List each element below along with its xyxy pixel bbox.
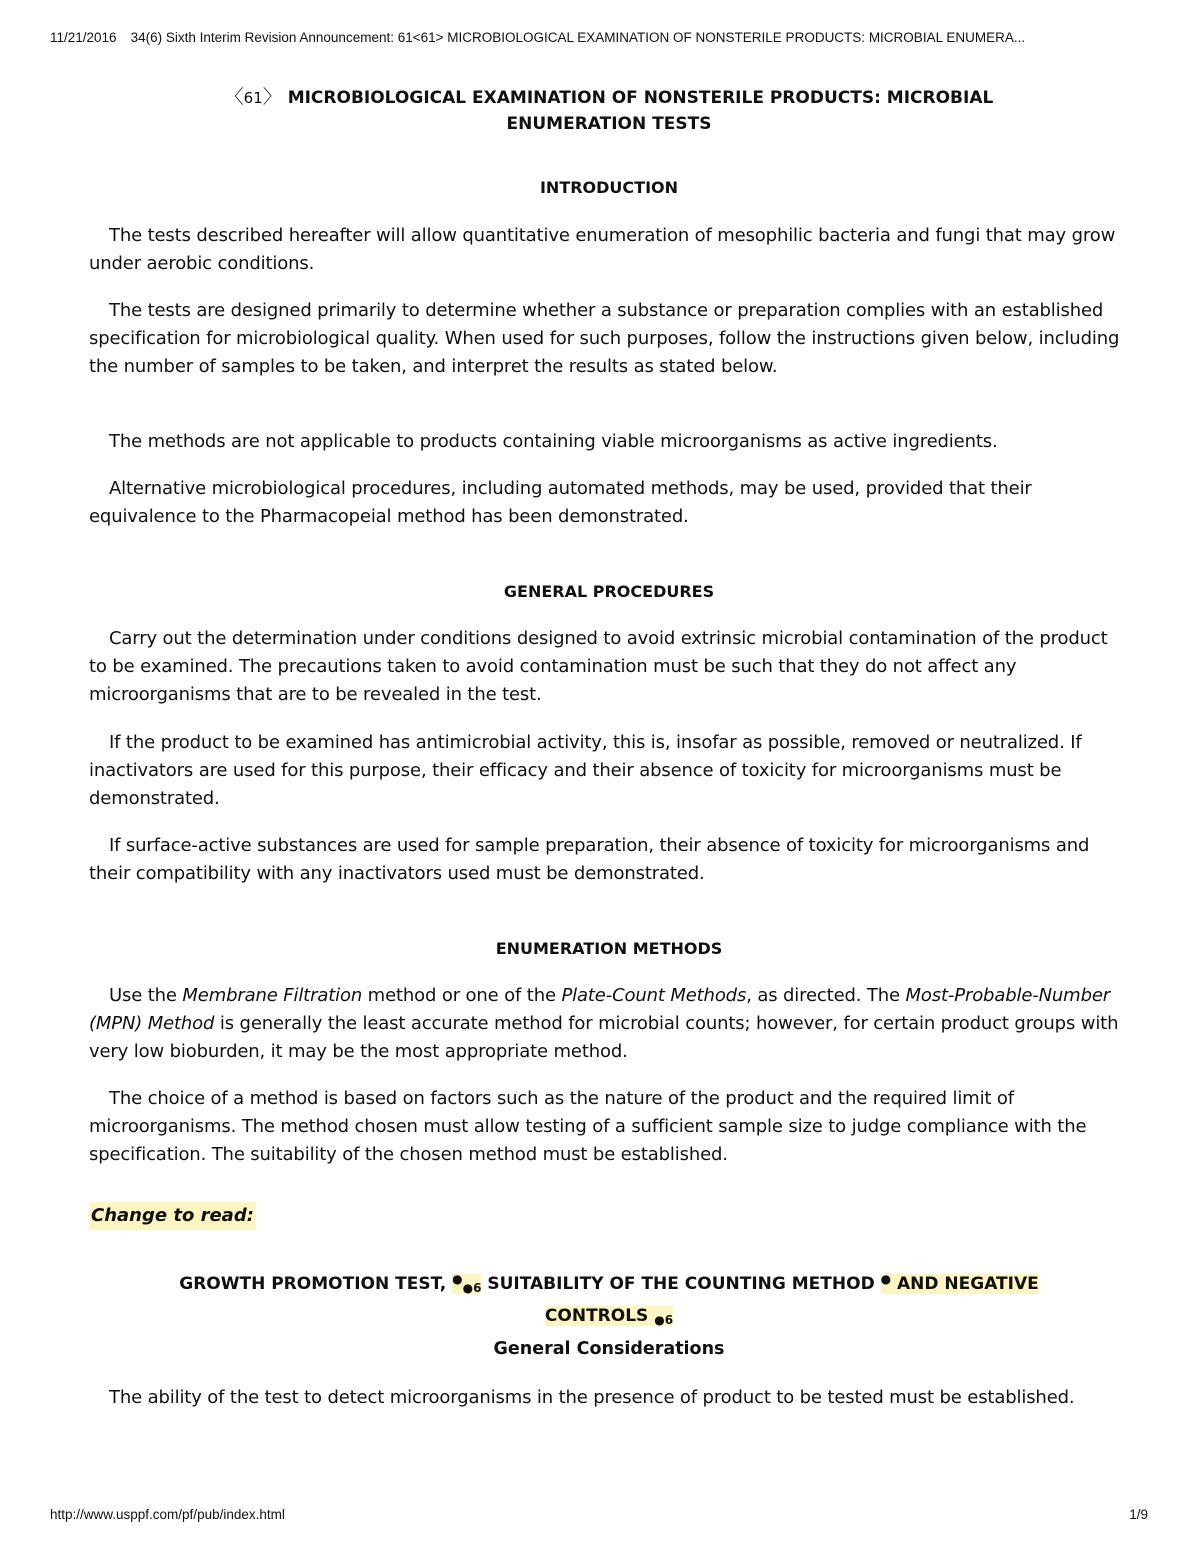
bullet-mark-icon: ● xyxy=(880,1272,892,1286)
enumeration-methods-paragraph-1: Use the Membrane Filtration method or one of the Plate-Count Methods, as directed. The Most-Probable-Number (MPN) Method is generally the least accurate method for microbial counts; however, for certain product groups with very low bioburden, it may be the most appropriate method. xyxy=(89,985,1119,1062)
growth-promotion-heading: GROWTH PROMOTION TEST, ●●6 SUITABILITY OF THE COUNTING METHOD ● AND NEGATIVE CONTROLS ●6 xyxy=(179,1272,1039,1327)
introduction-paragraph-4: Alternative microbiological procedures, including automated methods, may be used, provided that their equivalence to the Pharmacopeial method has been demonstrated. xyxy=(89,478,1032,527)
document-title xyxy=(89,84,1129,137)
enumeration-methods-heading: ENUMERATION METHODS xyxy=(495,939,723,958)
introduction-paragraph-2: The tests are designed primarily to determine whether a substance or preparation complies with an established specification for microbiological quality. When used for such purposes, follow the instructions given below, including the number of samples to be taken, and interpret the results as stated below. xyxy=(89,300,1120,377)
title-line-1: MICROBIOLOGICAL EXAMINATION OF NONSTERILE PRODUCTS: MICROBIAL xyxy=(287,88,994,108)
title-line-2: ENUMERATION TESTS xyxy=(506,114,712,134)
membrane-filtration-term: Membrane Filtration xyxy=(182,985,363,1006)
title-close-bracket: 〉 xyxy=(262,86,282,108)
revision-marker-1 xyxy=(452,1274,481,1294)
introduction-paragraph-1: The tests described hereafter will allow quantitative enumeration of mesophilic bacteria and fungi that may grow under aerobic conditions. xyxy=(89,225,1116,274)
general-procedures-paragraph-3: If surface-active substances are used for sample preparation, their absence of toxicity for microorganisms and their compatibility with any inactivators used must be demonstrated. xyxy=(89,835,1090,884)
title-open-bracket: 〈 xyxy=(224,86,244,108)
general-procedures-paragraph-2: If the product to be examined has antimicrobial activity, this is, insofar as possible, removed or neutralized. If inactivators are used for this purpose, their efficacy and their absence of toxicity for microorganisms must be demonstrated. xyxy=(89,732,1082,809)
general-procedures-paragraph-1: Carry out the determination under conditions designed to avoid extrinsic microbial contamination of the product to be examined. The precautions taken to avoid contamination must be such that they do not affect any microorganisms that are to be revealed in the test. xyxy=(89,628,1108,705)
enumeration-methods-paragraph-2: The choice of a method is based on factors such as the nature of the product and the required limit of microorganisms. The method chosen must allow testing of a sufficient sample size to judge compliance with the specification. The suitability of the chosen method must be established. xyxy=(89,1088,1087,1165)
revision-insert: ● AND NEGATIVE CONTROLS ●6 xyxy=(544,1272,1039,1327)
revision-number: 6 xyxy=(664,1313,674,1327)
general-considerations-heading: General Considerations xyxy=(493,1339,725,1359)
mpn-method-term: Most-Probable-Number (MPN) Method xyxy=(89,985,1111,1034)
footer-page-number: 1/9 xyxy=(1129,1507,1148,1522)
general-considerations-paragraph: The ability of the test to detect microorganisms in the presence of product to be tested must be established. xyxy=(109,1387,1075,1408)
footer-url: http://www.usppf.com/pf/pub/index.html xyxy=(50,1507,285,1522)
print-header xyxy=(50,30,1160,45)
print-date: 11/21/2016 xyxy=(50,30,117,45)
introduction-paragraph-3: The methods are not applicable to products containing viable microorganisms as active ingredients. xyxy=(109,431,998,452)
bullet-mark-icon: ● xyxy=(654,1313,665,1327)
bullet-mark-icon: ● xyxy=(462,1281,474,1295)
introduction-heading: INTRODUCTION xyxy=(539,178,679,197)
plate-count-methods-term: Plate-Count Methods xyxy=(561,985,747,1006)
revision-number: 6 xyxy=(473,1281,482,1295)
change-to-read-label: Change to read: xyxy=(89,1202,256,1230)
title-number: 61 xyxy=(243,89,263,107)
general-procedures-heading: GENERAL PROCEDURES xyxy=(503,582,715,601)
print-page-title: 34(6) Sixth Interim Revision Announcement: 61<61> MICROBIOLOGICAL EXAMINATION OF NONSTERILE PRODUCTS: MICROBIAL ENUMERA... xyxy=(130,30,1026,45)
bullet-mark-icon: ● xyxy=(452,1272,463,1286)
